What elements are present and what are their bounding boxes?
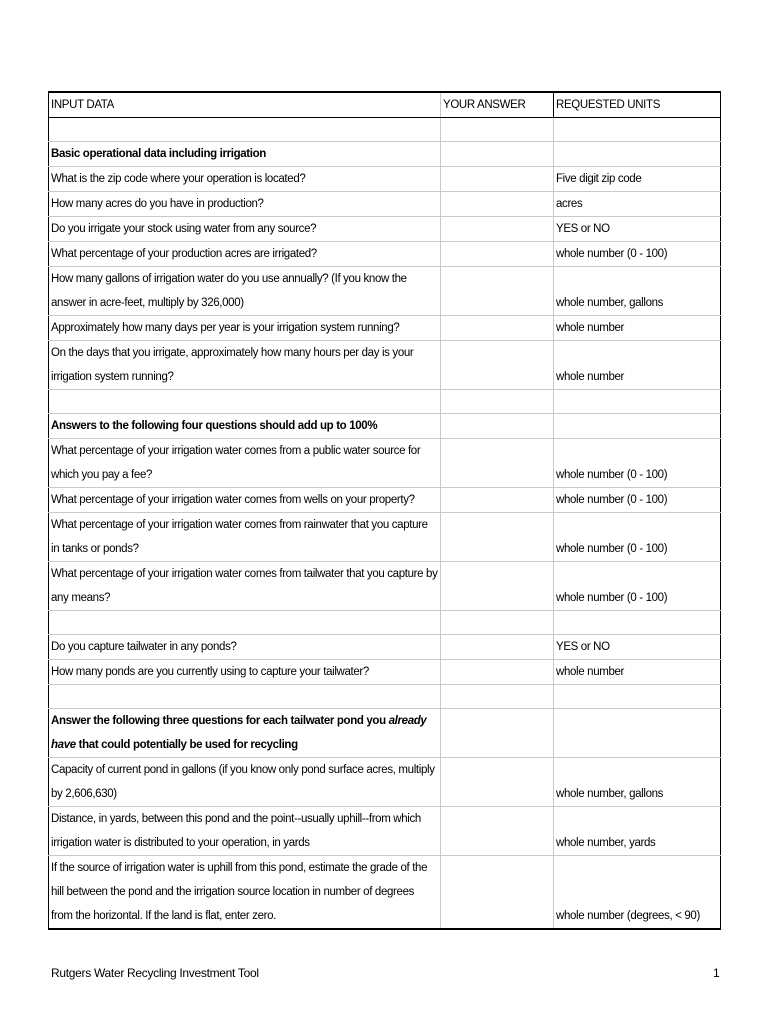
question-row	[49, 488, 721, 513]
answer-cell[interactable]	[441, 635, 554, 660]
question-cell: Approximately how many days per year is your irrigation system running?	[49, 316, 441, 341]
question-cell: On the days that you irrigate, approximately how many hours per day is your irrigation system running?	[49, 341, 441, 390]
question-row	[49, 242, 721, 267]
question-row	[49, 562, 721, 611]
answer-cell[interactable]	[441, 217, 554, 242]
question-cell: What percentage of your irrigation water comes from rainwater that you capture in tanks or ponds?	[49, 513, 441, 562]
units-cell: acres	[554, 192, 721, 217]
question-cell: How many gallons of irrigation water do you use annually? (If you know the answer in acre-feet, multiply by 326,000)	[49, 267, 441, 316]
table-header-row	[49, 92, 721, 118]
answer-cell[interactable]	[441, 856, 554, 930]
section-heading-emphasis: already have	[51, 715, 427, 751]
units-cell: whole number	[554, 316, 721, 341]
question-row	[49, 758, 721, 807]
answer-cell[interactable]	[441, 488, 554, 513]
question-row	[49, 635, 721, 660]
answer-cell[interactable]	[441, 341, 554, 390]
units-cell: whole number (0 - 100)	[554, 562, 721, 611]
question-row	[49, 856, 721, 930]
answer-cell[interactable]	[441, 316, 554, 341]
units-cell: whole number, yards	[554, 807, 721, 856]
question-cell: What percentage of your production acres are irrigated?	[49, 242, 441, 267]
question-row	[49, 217, 721, 242]
column-header-requested-units: REQUESTED UNITS	[554, 92, 721, 118]
section-heading	[49, 709, 441, 758]
units-cell: YES or NO	[554, 217, 721, 242]
units-cell: whole number (0 - 100)	[554, 513, 721, 562]
question-cell	[49, 685, 441, 709]
question-cell: Distance, in yards, between this pond and the point--usually uphill--from which irrigation water is distributed to your operation, in yards	[49, 807, 441, 856]
answer-cell[interactable]	[441, 660, 554, 685]
answer-cell[interactable]	[441, 167, 554, 192]
column-header-your-answer: YOUR ANSWER	[441, 92, 554, 118]
answer-cell[interactable]	[441, 267, 554, 316]
question-cell: What percentage of your irrigation water comes from wells on your property?	[49, 488, 441, 513]
column-header-input-data: INPUT DATA	[49, 92, 441, 118]
question-cell	[49, 390, 441, 414]
units-cell	[554, 142, 721, 167]
section-heading-part: Answer the following three questions for each tailwater pond you	[51, 715, 389, 727]
question-cell: How many acres do you have in production?	[49, 192, 441, 217]
section-row	[49, 142, 721, 167]
units-cell: YES or NO	[554, 635, 721, 660]
answer-cell[interactable]	[441, 807, 554, 856]
question-row	[49, 807, 721, 856]
question-row	[49, 341, 721, 390]
blank-row	[49, 611, 721, 635]
units-cell: whole number	[554, 341, 721, 390]
answer-cell[interactable]	[441, 390, 554, 414]
units-cell: whole number (0 - 100)	[554, 439, 721, 488]
blank-row	[49, 685, 721, 709]
question-cell: What percentage of your irrigation water comes from tailwater that you capture by any means?	[49, 562, 441, 611]
question-cell: What is the zip code where your operation is located?	[49, 167, 441, 192]
answer-cell[interactable]	[441, 758, 554, 807]
answer-cell[interactable]	[441, 142, 554, 167]
units-cell	[554, 709, 721, 758]
answer-cell[interactable]	[441, 709, 554, 758]
units-cell: whole number, gallons	[554, 267, 721, 316]
units-cell: Five digit zip code	[554, 167, 721, 192]
question-cell: Do you irrigate your stock using water from any source?	[49, 217, 441, 242]
units-cell: whole number (0 - 100)	[554, 242, 721, 267]
answer-cell[interactable]	[441, 562, 554, 611]
question-row	[49, 167, 721, 192]
input-data-sheet	[48, 91, 720, 930]
answer-cell[interactable]	[441, 192, 554, 217]
question-cell: Do you capture tailwater in any ponds?	[49, 635, 441, 660]
section-heading: Basic operational data including irrigation	[49, 142, 441, 167]
question-row	[49, 439, 721, 488]
section-row	[49, 414, 721, 439]
section-row	[49, 709, 721, 758]
answer-cell[interactable]	[441, 611, 554, 635]
units-cell	[554, 414, 721, 439]
units-cell	[554, 685, 721, 709]
input-data-table	[48, 91, 721, 930]
answer-cell[interactable]	[441, 118, 554, 142]
question-row	[49, 267, 721, 316]
units-cell	[554, 118, 721, 142]
question-row	[49, 192, 721, 217]
question-cell: Capacity of current pond in gallons (if you know only pond surface acres, multiply by 2,606,630)	[49, 758, 441, 807]
blank-row	[49, 390, 721, 414]
section-heading: Answers to the following four questions should add up to 100%	[49, 414, 441, 439]
question-cell: How many ponds are you currently using to capture your tailwater?	[49, 660, 441, 685]
answer-cell[interactable]	[441, 685, 554, 709]
units-cell	[554, 611, 721, 635]
question-cell	[49, 611, 441, 635]
question-cell	[49, 118, 441, 142]
units-cell: whole number (0 - 100)	[554, 488, 721, 513]
answer-cell[interactable]	[441, 242, 554, 267]
question-cell: If the source of irrigation water is uphill from this pond, estimate the grade of the hill between the pond and the irrigation source location in number of degrees from the horizontal. If the land is flat, enter zero.	[49, 856, 441, 930]
question-row	[49, 316, 721, 341]
units-cell: whole number (degrees, < 90)	[554, 856, 721, 930]
answer-cell[interactable]	[441, 513, 554, 562]
footer-title: Rutgers Water Recycling Investment Tool	[51, 966, 259, 980]
units-cell: whole number, gallons	[554, 758, 721, 807]
units-cell: whole number	[554, 660, 721, 685]
answer-cell[interactable]	[441, 439, 554, 488]
question-cell: What percentage of your irrigation water comes from a public water source for which you pay a fee?	[49, 439, 441, 488]
page-number: 1	[713, 966, 720, 980]
blank-row	[49, 118, 721, 142]
question-row	[49, 513, 721, 562]
question-row	[49, 660, 721, 685]
section-heading-part: that could potentially be used for recycling	[75, 739, 298, 751]
answer-cell[interactable]	[441, 414, 554, 439]
units-cell	[554, 390, 721, 414]
